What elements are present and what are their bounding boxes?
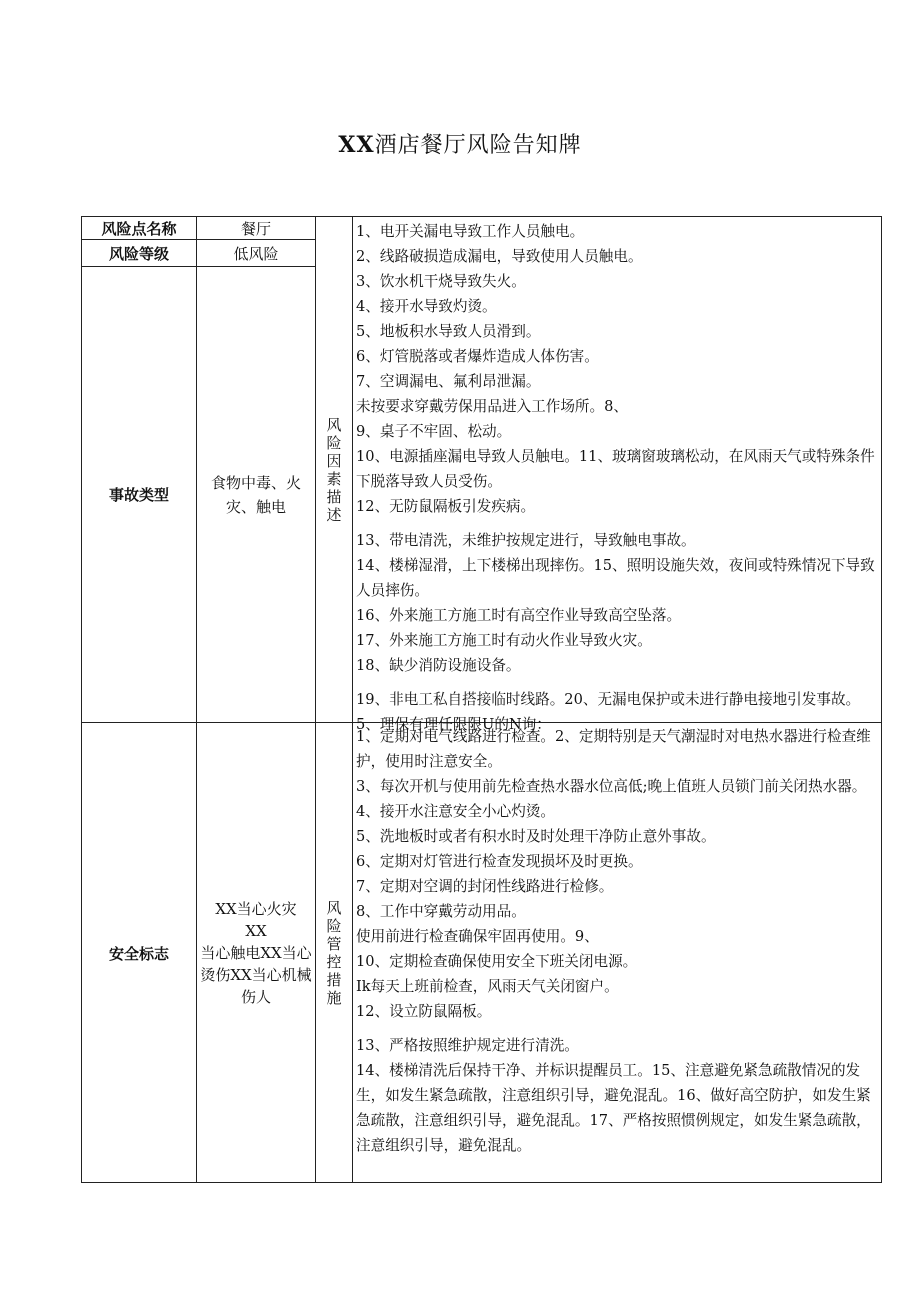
control-measure-item: 使用前进行检查确保牢固再使用。9、 [356,928,599,945]
control-measure-item: 4、接开水注意安全小心灼烫。 [356,803,556,820]
measures-header [316,723,352,1183]
safety-sign-line: 当心触电XX当心烫伤XX当心机械伤人 [200,944,312,1006]
risk-factor-item: 10、电源插座漏电导致人员触电。11、玻璃窗玻璃松动，在风雨天气或特殊条件下脱落导致人员受伤。 [356,448,875,490]
page-title [0,128,920,159]
control-measure-item: 3、每次开机与使用前先检查热水器水位高低;晚上值班人员锁门前关闭热水器。 [356,778,867,795]
control-measure-item: 8、工作中穿戴劳动用品。 [356,903,526,920]
risk-factor-item: 1、电开关漏电导致工作人员触电。 [356,223,585,240]
control-measure-item: 7、定期对空调的封闭性线路进行检修。 [356,878,614,895]
risk-factor-item: 19、非电工私自搭接临时线路。20、无漏电保护或未进行静电接地引发事故。5、理保有理任限限U的N询： [356,691,861,733]
risk-factor-item: 12、无防鼠隔板引发疾病。 [356,498,536,515]
control-measure-item: 5、洗地板时或者有积水时及时处理干净防止意外事故。 [356,828,716,845]
grid-line [352,217,353,1182]
safety-sign-label: 安全标志 [108,944,169,963]
risk-factor-item: 2、线路破损造成漏电，导致使用人员触电。 [356,248,643,265]
control-measure-item: 13、严格按照维护规定进行清洗。 [356,1037,579,1054]
control-measure-item: 6、定期对灯管进行检查发现损坏及时更换。 [356,853,643,870]
control-measures-list [354,724,881,1180]
risk-factor-item: 未按要求穿戴劳保用品进入工作场所。8、 [356,398,628,415]
risk-factors-list [354,219,881,733]
risk-factor-item: 14、楼梯湿滑，上下楼梯出现摔伤。15、照明设施失效，夜间或特殊情况下导致人员摔伤。 [356,557,875,599]
title-prefix: XX [338,132,375,158]
risk-table [81,216,882,1183]
safety-sign-line: XX [245,922,267,940]
risk-factor-item: 16、外来施工方施工时有高空作业导致高空坠落。 [356,607,682,624]
risk-level-label: 风险等级 [108,244,169,263]
accident-type-label: 事故类型 [108,486,169,504]
control-measure-item: 1、定期对电气线路进行检查。2、定期特别是天气潮湿时对电热水器进行检查维护，使用时注意安全。 [356,728,871,770]
title-text: 酒店餐厅风险告知牌 [374,133,582,158]
risk-factor-item: 7、空调漏电、氟利昂泄漏。 [356,373,541,390]
control-measure-item: Ik每天上班前检查，风雨天气关闭窗户。 [356,978,619,995]
accident-type-value: 食物中毒、火灾、触电 [210,473,301,516]
risk-factor-item: 5、地板积水导致人员滑到。 [356,323,541,340]
risk-factor-item: 13、带电清洗，未维护按规定进行，导致触电事故。 [356,532,696,549]
risk-factor-item: 4、接开水导致灼烫。 [356,298,497,315]
control-measure-item: 10、定期检查确保使用安全下班关闭电源。 [356,953,638,970]
risk-factor-item: 17、外来施工方施工时有动火作业导致火灾。 [356,632,652,649]
point-name-label: 风险点名称 [101,219,177,238]
control-measure-item: 12、设立防鼠隔板。 [356,1003,492,1020]
risk-factor-item: 18、缺少消防设施设备。 [356,657,521,674]
control-measure-item: 14、楼梯清洗后保持干净、并标识提醒员工。15、注意避免紧急疏散情况的发生，如发生紧急疏散，注意组织引导，避免混乱。16、做好高空防护，如发生紧急疏散，注意组织引导，避免混乱。17、严格按照惯例规定，如发生紧急疏散，注意组织引导，避免混乱。 [356,1062,871,1154]
factors-header [316,217,352,722]
point-name-value: 餐厅 [240,219,271,238]
risk-factor-item: 6、灯管脱落或者爆炸造成人体伤害。 [356,348,599,365]
safety-sign-value [197,723,315,1183]
factors-header-text: 风险因素描述 [326,415,342,524]
risk-factor-item: 9、桌子不牢固、松动。 [356,423,512,440]
measures-header-text: 风险管控措施 [326,899,342,1007]
risk-level-value: 低风险 [233,244,279,263]
risk-factor-item: 3、饮水机干烧导致失火。 [356,273,526,290]
safety-sign-line: XX当心火灾 [215,900,297,918]
